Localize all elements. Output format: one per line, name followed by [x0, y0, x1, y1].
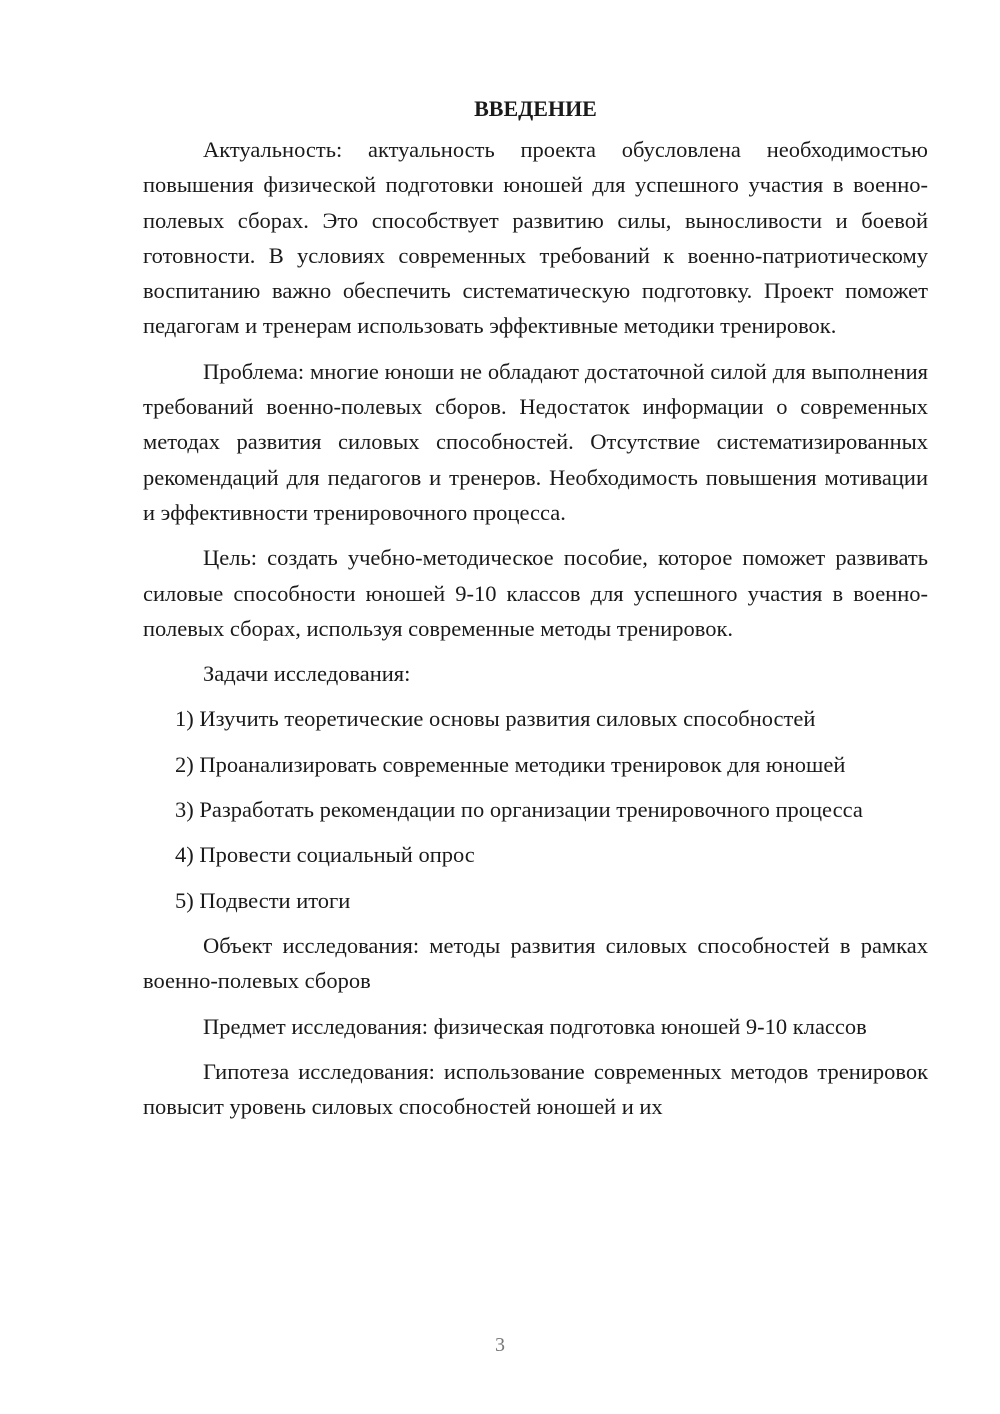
paragraph-object: Объект исследования: методы развития силовых способностей в рамках военно-полевых сборов: [143, 932, 928, 994]
paragraph-goal: Цель: создать учебно-методическое пособие, которое поможет развивать силовые способности юношей 9-10 классов для успешного участия в военно-полевых сборах, используя современные методы тренировок.: [143, 545, 928, 641]
section-heading: ВВЕДЕНИЕ: [474, 96, 597, 121]
task-item: 5) Подвести итоги: [175, 887, 351, 913]
document-page: [143, 92, 928, 1124]
paragraph-relevance: Актуальность: актуальность проекта обусловлена необходимостью повышения физической подготовки юношей для успешного участия в военно-полевых сборах. Это способствует развитию силы, выносливости и боевой готовности. В условиях современных требований к военно-патриотическому воспитанию важно обеспечить систематическую подготовку. Проект поможет педагогам и тренерам использовать эффективные методики тренировок.: [143, 137, 928, 339]
paragraph-problem: Проблема: многие юноши не обладают достаточной силой для выполнения требований военно-полевых сборов. Недостаток информации о современных методах развития силовых способностей. Отсутствие систематизированных рекомендаций для педагогов и тренеров. Необходимость повышения мотивации и эффективности тренировочного процесса.: [143, 358, 928, 525]
task-item: 3) Разработать рекомендации по организации тренировочного процесса: [175, 797, 863, 823]
task-item: 1) Изучить теоретические основы развития силовых способностей: [175, 706, 816, 732]
task-item: 2) Проанализировать современные методики тренировок для юношей: [175, 751, 846, 777]
task-item: 4) Провести социальный опрос: [175, 842, 475, 868]
paragraph-hypothesis: Гипотеза исследования: использование современных методов тренировок повысит уровень силовых способностей юношей и их: [143, 1058, 928, 1120]
page-number: 3: [495, 1334, 505, 1356]
paragraph-tasks-intro: Задачи исследования:: [203, 661, 411, 687]
paragraph-subject: Предмет исследования: физическая подготовка юношей 9-10 классов: [203, 1013, 867, 1039]
